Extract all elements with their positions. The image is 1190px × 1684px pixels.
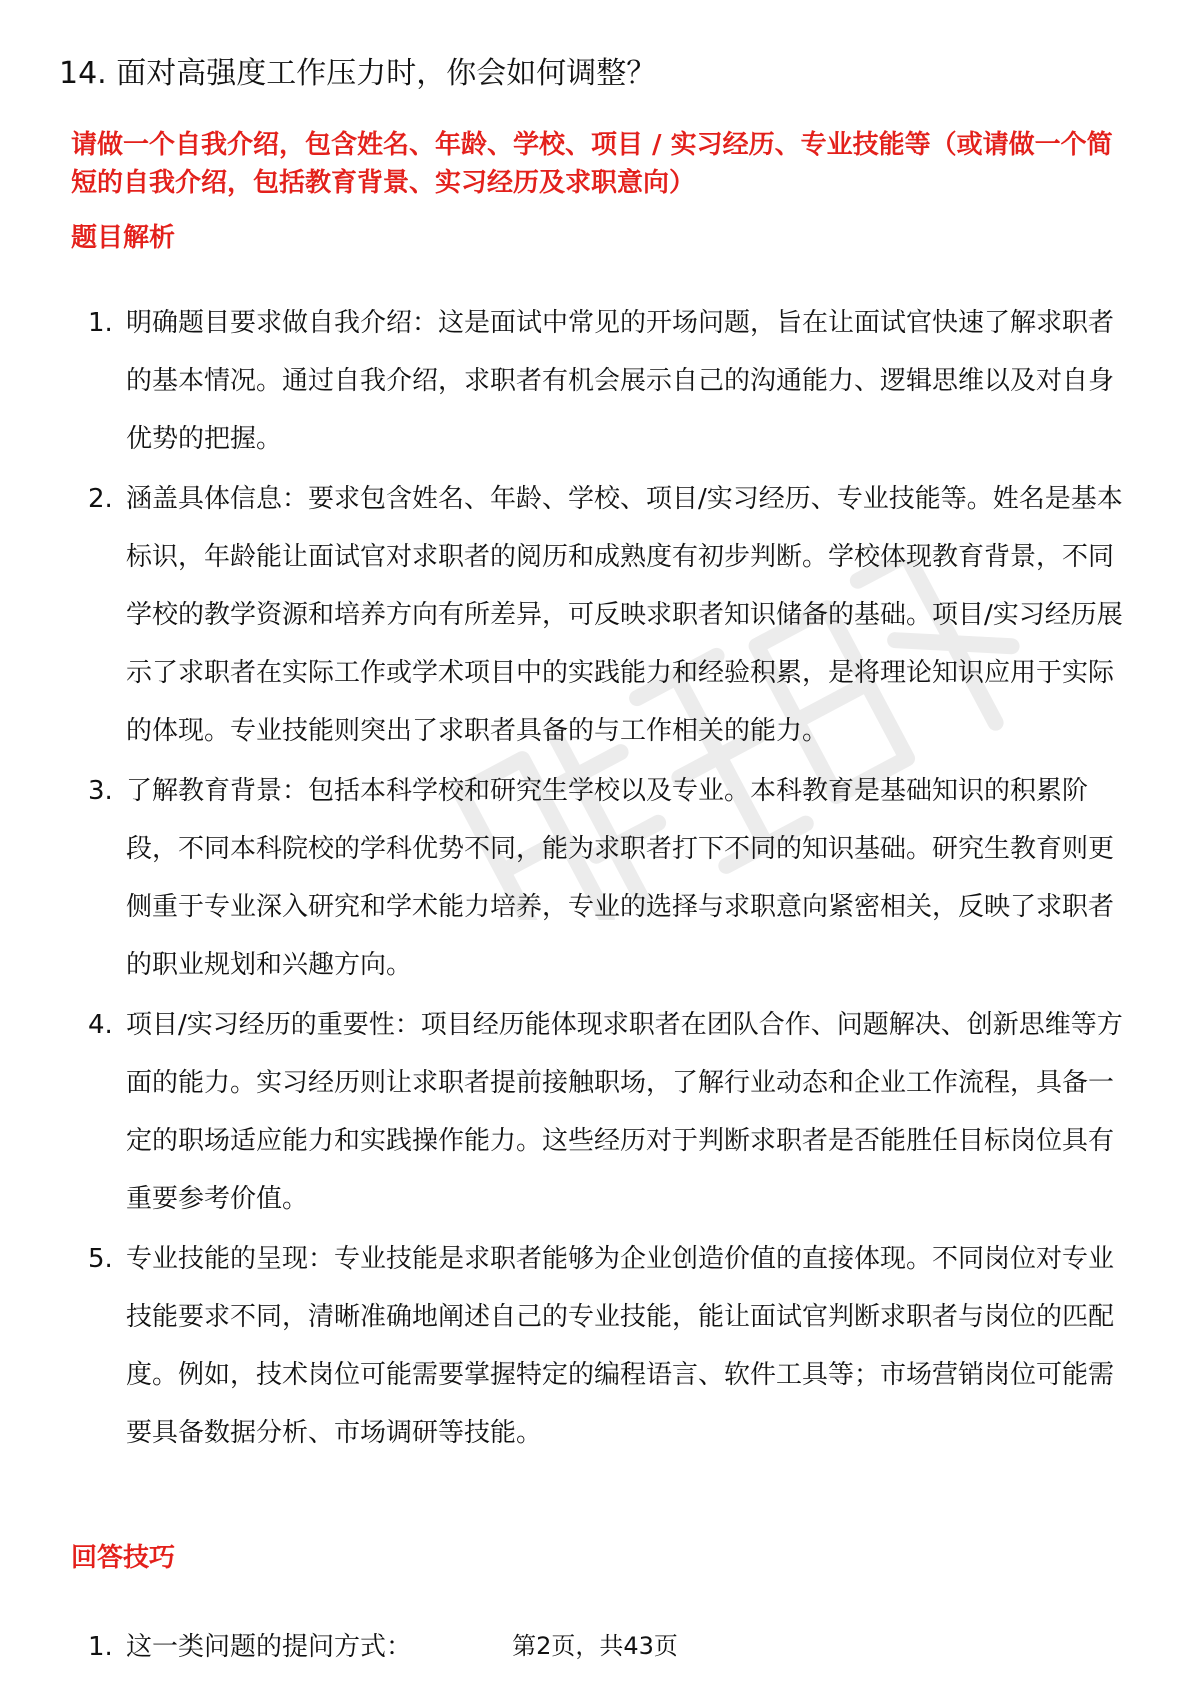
item-number: 1. — [88, 1632, 113, 1662]
analysis-heading: 题目解析 — [71, 223, 176, 253]
analysis-item — [88, 294, 1128, 468]
analysis-item — [88, 470, 1128, 760]
item-number: 3. — [88, 776, 113, 806]
item-text: 专业技能的呈现：专业技能是求职者能够为企业创造价值的直接体现。不同岗位对专业技能要求不同，清晰准确地阐述自己的专业技能，能让面试官判断求职者与岗位的匹配度。例如，技术岗位可能需要掌握特定的编程语言、软件工具等；市场营销岗位可能需要具备数据分析、市场调研等技能。 — [126, 1244, 1115, 1448]
item-number: 4. — [88, 1010, 113, 1040]
analysis-item — [88, 762, 1128, 994]
item-number: 2. — [88, 484, 113, 514]
item-text: 明确题目要求做自我介绍：这是面试中常见的开场问题，旨在让面试官快速了解求职者的基本情况。通过自我介绍，求职者有机会展示自己的沟通能力、逻辑思维以及对自身优势的把握。 — [126, 308, 1115, 454]
item-text: 这一类问题的提问方式： — [126, 1632, 413, 1662]
interview-prompt: 请做一个自我介绍，包含姓名、年龄、学校、项目 / 实习经历、专业技能等（或请做一个简短的自我介绍，包括教育背景、实习经历及求职意向） — [71, 130, 1113, 198]
item-text: 项目/实习经历的重要性：项目经历能体现求职者在团队合作、问题解决、创新思维等方面的能力。实习经历则让求职者提前接触职场，了解行业动态和企业工作流程，具备一定的职场适应能力和实践操作能力。这些经历对于判断求职者是否能胜任目标岗位具有重要参考价值。 — [126, 1010, 1123, 1214]
page-footer: 第2页，共43页 — [512, 1632, 678, 1660]
item-number: 5. — [88, 1244, 113, 1274]
item-text: 涵盖具体信息：要求包含姓名、年龄、学校、项目/实习经历、专业技能等。姓名是基本标识，年龄能让面试官对求职者的阅历和成熟度有初步判断。学校体现教育背景，不同学校的教学资源和培养方向有所差异，可反映求职者知识储备的基础。项目/实习经历展示了求职者在实际工作或学术项目中的实践能力和经验积累，是将理论知识应用于实际的体现。专业技能则突出了求职者具备的与工作相关的能力。 — [126, 484, 1123, 746]
analysis-item — [88, 1230, 1128, 1462]
item-text: 了解教育背景：包括本科学校和研究生学校以及专业。本科教育是基础知识的积累阶段，不同本科院校的学科优势不同，能为求职者打下不同的知识基础。研究生教育则更侧重于专业深入研究和学术能力培养，专业的选择与求职意向紧密相关，反映了求职者的职业规划和兴趣方向。 — [126, 776, 1115, 980]
analysis-item — [88, 996, 1128, 1228]
item-number: 1. — [88, 308, 113, 338]
analysis-list — [88, 294, 1128, 1464]
question-title: 14. 面对高强度工作压力时，你会如何调整？ — [59, 56, 657, 91]
tips-heading: 回答技巧 — [71, 1543, 176, 1573]
